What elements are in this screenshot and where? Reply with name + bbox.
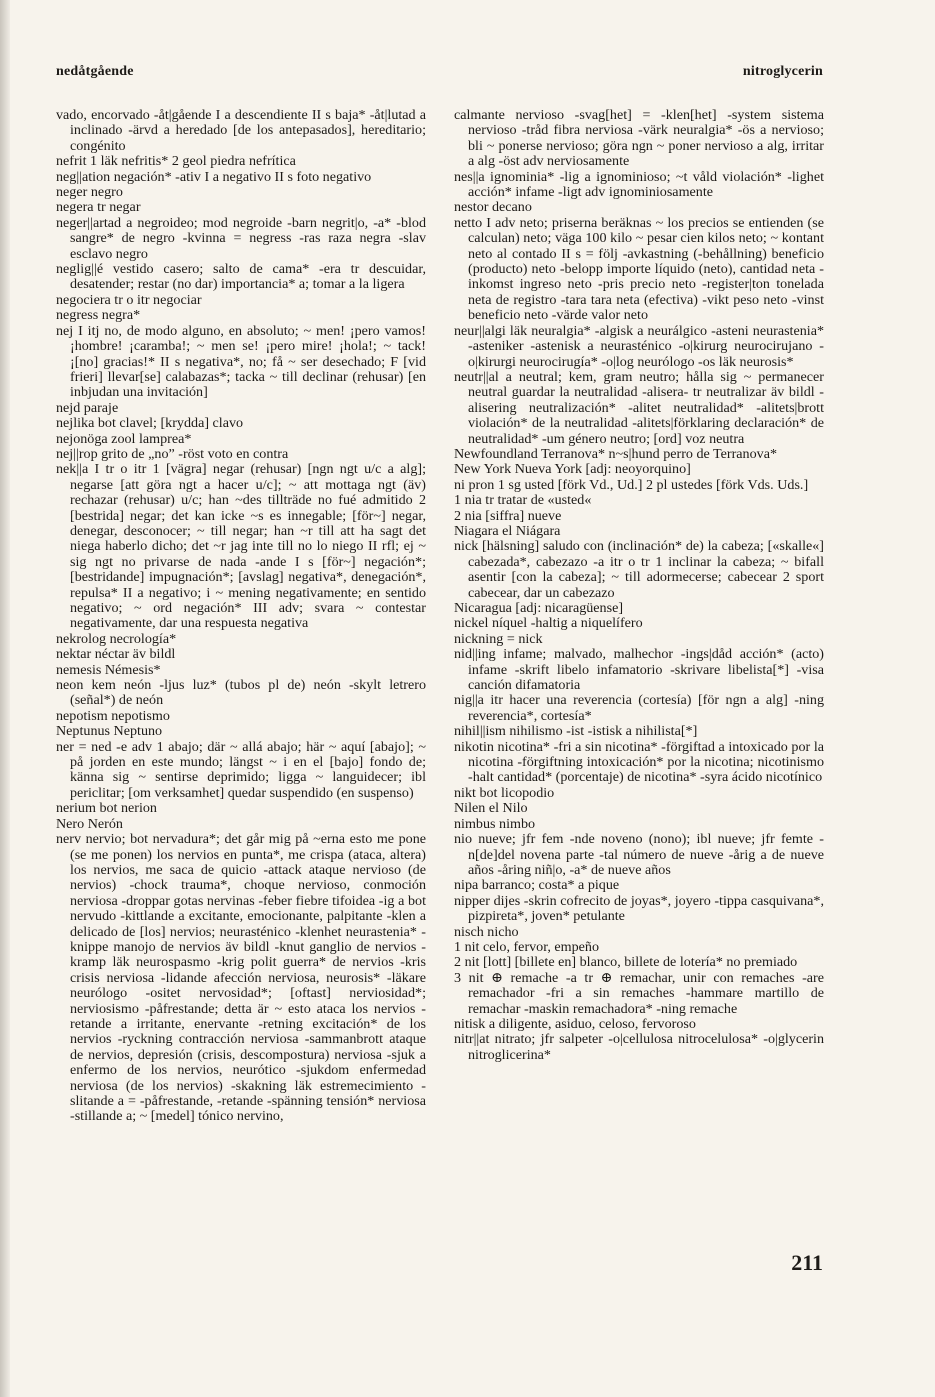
dictionary-entry: Newfoundland Terranova* n~s|hund perro de Terranova* bbox=[454, 445, 777, 462]
dictionary-entry: neg||ation negación* -ativ I a negativo II s foto negativo bbox=[56, 168, 372, 185]
dictionary-entry: negociera tr o itr negociar bbox=[56, 291, 202, 308]
dictionary-entry: Nicaragua [adj: nicaragüense] bbox=[454, 600, 624, 616]
dictionary-entry: nepotism nepotismo bbox=[56, 707, 170, 724]
dictionary-entry: nefrit 1 läk nefritis* 2 geol piedra nefrítica bbox=[56, 153, 296, 170]
dictionary-entry: calmante nervioso -svag[het] = -klen[het] -system sistema nervioso -tråd fibra nerviosa -värk neuralgia* -ös a nervioso; bli ~ ponerse nervioso; göra ngn ~ poner nervioso a alg, irritar a alg -öst adv nerviosamente bbox=[454, 107, 824, 170]
dictionary-entry: neutr||al a neutral; kem, gram neutro; hålla sig ~ permanecer neutral guardar la neutralidad -alisera- tr neutralizar äv bildl -alisering neutralización* -alitet neutralidad* -alitets|brott violación* de la neutralidad -alitets|förklaring declaración* de neutralidad* -um género neutro; [ord] voz neutra bbox=[454, 368, 824, 447]
dictionary-entry: nejd paraje bbox=[56, 399, 119, 416]
dictionary-entry: nektar néctar äv bildl bbox=[56, 646, 176, 663]
dictionary-entry: nick [hälsning] saludo con (inclinación* de) la cabeza; [«skalle«] cabezada*, cabezazo -a itr o tr 1 inclinar la cabeza; ~ bifall asentir [con la cabeza]; ~ till adormecerse; cabecear 2 sport cabecear, dar un cabezazo bbox=[454, 538, 824, 601]
dictionary-entry: neur||algi läk neuralgia* -algisk a neurálgico -asteni neurastenia* -asteniker -astenisk a neurasténico -o|kirurg neurocirujano -o|kirurgi neurocirugía* -o|log neurólogo -os läk neurosis* bbox=[454, 322, 824, 370]
dictionary-entry: nitr||at nitrato; jfr salpeter -o|cellulosa nitrocelulosa* -o|glycerin nitroglicerina* bbox=[454, 1031, 824, 1063]
dictionary-entry: nerv nervio; bot nervadura*; det går mig på ~erna esto me pone (se me ponen) los nervios en punta*, me crispa (ataca, altera) los nervios, me saca de quicio -attack ataque nervioso (de nervios) -chock trauma*, choque nervioso, conmoción nerviosa -droppar gotas nervinas -feber fiebre tifoidea -ig a bot nervudo -kittlande a excitante, emocionante, palpitante -klen a delicado de [los] nervios; neurasténico -klenhet neurastenia* -knippe manojo de nervios äv bildl -knut ganglio de nervios -kramp läk neurospasmo -krig polit guerra* de nervios -kris crisis nerviosa -lidande afección nerviosa, neurosis* -läkare neurólogo -ositet nervosidad*; [oftast] nerviosidad*; nerviosismo -påfrestande; detta är ~ esto ataca los nervios -retande a irritante, enervante -retning excitación* de los nervios -ryckning contracción nerviosa -sammanbrott ataque de nervios, depresión (crisis, descompostura) nerviosa -sjuk a enfermo de los nervios, neurótico -sjukdom enfermedad nerviosa (de los nervios) -skakning läk estremecimiento -slitande a = -påfrestande, -retande -spänning tensión* nerviosa -stillande a; ~ [medel] tónico nervino, bbox=[56, 831, 426, 1125]
dictionary-entry: nemesis Némesis* bbox=[56, 661, 161, 678]
dictionary-entry: 2 nia [siffra] nueve bbox=[454, 507, 562, 524]
dictionary-entry: nikotin nicotina* -fri a sin nicotina* -förgiftad a intoxicado por la nicotina -förgiftning intoxicación* por la nicotina; nicotinismo -halt cantidad* (porcentaje) de nicotina* -syra ácido nicotínico bbox=[454, 738, 824, 786]
dictionary-entry: netto I adv neto; priserna beräknas ~ los precios se entienden (se calculan) neto; väga 100 kilo ~ pesar cien kilos neto; ~ kontant neto al contado II s = följ -avkastning (-behållning) beneficio (producto) neto -belopp importe líquido (neto), cantidad neta -inkomst ingreso neto -pris precio neto -register|ton tonelada neta de registro -tara tara neta (efectiva) -vikt peso neto -vinst beneficio neto -värde valor neto bbox=[454, 214, 824, 324]
dictionary-entry: negera tr negar bbox=[56, 199, 141, 216]
dictionary-entry: nes||a ignominia* -lig a ignominioso; ~t våld violación* -lighet acción* infame -ligt adv ignominiosamente bbox=[454, 168, 824, 201]
dictionary-entry: nitisk a diligente, asiduo, celoso, fervoroso bbox=[454, 1015, 696, 1032]
dictionary-entry: neon kem neón -ljus luz* (tubos pl de) neón -skylt letrero (señal*) de neón bbox=[56, 677, 426, 709]
dictionary-entry: Nero Nerón bbox=[56, 815, 123, 832]
dictionary-entry: Neptunus Neptuno bbox=[56, 723, 163, 740]
dictionary-entry: nejlika bot clavel; [krydda] clavo bbox=[56, 415, 244, 432]
dictionary-entry: nekrolog necrología* bbox=[56, 630, 177, 647]
dictionary-entry: nipa barranco; costa* a pique bbox=[454, 877, 620, 894]
dictionary-entry: nickning = nick bbox=[454, 630, 543, 647]
dictionary-entry: nej||rop grito de „no” -röst voto en contra bbox=[56, 445, 289, 462]
dictionary-entry: 2 nit [lott] [billete en] blanco, billete de lotería* no premiado bbox=[454, 954, 798, 971]
dictionary-entry: nisch nicho bbox=[454, 923, 519, 940]
dictionary-entry: nig||a itr hacer una reverencia (cortesía) [för ngn a alg] -ning reverencia*, cortesía* bbox=[454, 692, 824, 724]
page-number: 211 bbox=[791, 1250, 823, 1275]
dictionary-entry: nek||a I tr o itr 1 [vägra] negar (rehusar) [ngn ngt u/c a alg]; negarse [att göra ngt a hacer u/c]; ~ att mottaga ngt (äv) rechazar (rehusar) u/c; han ~des tillträde no fué admitido 2 [bestrida] negar; det kan icke ~s es innegable; [för~] negar, denegar, desconocer; ~ till negar; han ~r till att ha sagt det niega haberlo dicho; det ~r jag inte till no lo niego II rfl; ej ~ sig ngt no privarse de nada -ande I s [för~] negación*; [bestridande] impugnación*; [avslag] negativa*, denegación*, repulsa* II a negativo; i ~ mening negativamente; en sentido negativo; ~ ord negación* III adv; svara ~ contestar negativamente, dar una respuesta negativa bbox=[56, 461, 426, 632]
dictionary-entry: 1 nit celo, fervor, empeño bbox=[454, 938, 600, 955]
running-head-right: nitroglycerin bbox=[742, 64, 823, 79]
dictionary-entry: nejonöga zool lamprea* bbox=[56, 430, 192, 447]
dictionary-entry: ner = ned -e adv 1 abajo; där ~ allá abajo; här ~ aquí [abajo]; ~ på jorden en este mundo; längst ~ i en el [bajo] fondo de; känna sig ~ sentirse deprimido; ligga ~ languidecer; ibl periclitar; [om verksamhet] quedar suspendido (en suspenso) bbox=[56, 738, 426, 801]
dictionary-entry: negress negra* bbox=[56, 307, 141, 324]
dictionary-entry: nid||ing infame; malvado, malhechor -ings|dåd acción* (acto) infame -skrift libelo infamatorio -skrivare libelista[*] -visa canción difamatoria bbox=[454, 646, 824, 694]
dictionary-entry: Nilen el Nilo bbox=[454, 800, 528, 817]
dictionary-entry: nestor decano bbox=[454, 199, 532, 216]
dictionary-entry: nikt bot licopodio bbox=[454, 784, 555, 801]
right-column bbox=[454, 108, 824, 1063]
left-column bbox=[56, 108, 426, 1125]
page-edge bbox=[0, 0, 10, 1397]
running-head-left: nedåtgående bbox=[56, 64, 134, 79]
dictionary-entry: nej I itj no, de modo alguno, en absoluto; ~ men! ¡pero vamos! ¡hombre! ¡caramba!; ~ men se! ¡pero mire! ¡hola!; ~ tack! ¡[no] gracias!* II s negativa*, no; få ~ ser desechado; F [vid frieri] llevar[se] calabazas*; tacka ~ till declinar (rehusar) [en inbjudan una invitación] bbox=[56, 322, 426, 401]
dictionary-entry: neger negro bbox=[56, 184, 123, 201]
dictionary-entry: nipper dijes -skrin cofrecito de joyas*, joyero -tippa casquivana*, pizpireta*, joven* petulante bbox=[454, 892, 824, 925]
dictionary-entry: nickel níquel -haltig a niquelífero bbox=[454, 615, 643, 632]
dictionary-entry: 1 nia tr tratar de «usted« bbox=[454, 492, 592, 509]
dictionary-entry: nerium bot nerion bbox=[56, 800, 157, 817]
dictionary-entry: vado, encorvado -åt|gående I a descendiente II s baja* -åt|lutad a inclinado -ärvd a heredado [de los antepasados], hereditario; congénito bbox=[56, 107, 426, 154]
dictionary-entry: New York Nueva York [adj: neoyorquino] bbox=[454, 461, 691, 478]
dictionary-entry: nimbus nimbo bbox=[454, 815, 536, 832]
dictionary-entry: neglig||é vestido casero; salto de cama* -era tr descuidar, desatender; restar (no dar) importancia* a; tomar a la ligera bbox=[56, 261, 426, 293]
dictionary-entry: 3 nit ⊕ remache -a tr ⊕ remachar, unir con remaches -are remachador -fri a sin remaches -hammare martillo de remachar -maskin remachadora* -ning remache bbox=[454, 969, 824, 1017]
dictionary-entry: nihil||ism nihilismo -ist -istisk a nihilista[*] bbox=[454, 723, 698, 740]
dictionary-entry: ni pron 1 sg usted [förk Vd., Ud.] 2 pl ustedes [förk Vds. Uds.] bbox=[454, 476, 809, 493]
dictionary-entry: neger||artad a negroideo; mod negroide -barn negrit|o, -a* -blod sangre* de negro -kvinna = negress -ras raza negra -slav esclavo negro bbox=[56, 214, 426, 262]
dictionary-entry: Niagara el Niágara bbox=[454, 522, 561, 539]
dictionary-entry: nio nueve; jfr fem -nde noveno (nono); ibl nueve; jfr femte -n[de]del novena parte -tal número de nueve -årig a de nueve años -åring niñ|o, -a* de nueve años bbox=[454, 831, 824, 878]
